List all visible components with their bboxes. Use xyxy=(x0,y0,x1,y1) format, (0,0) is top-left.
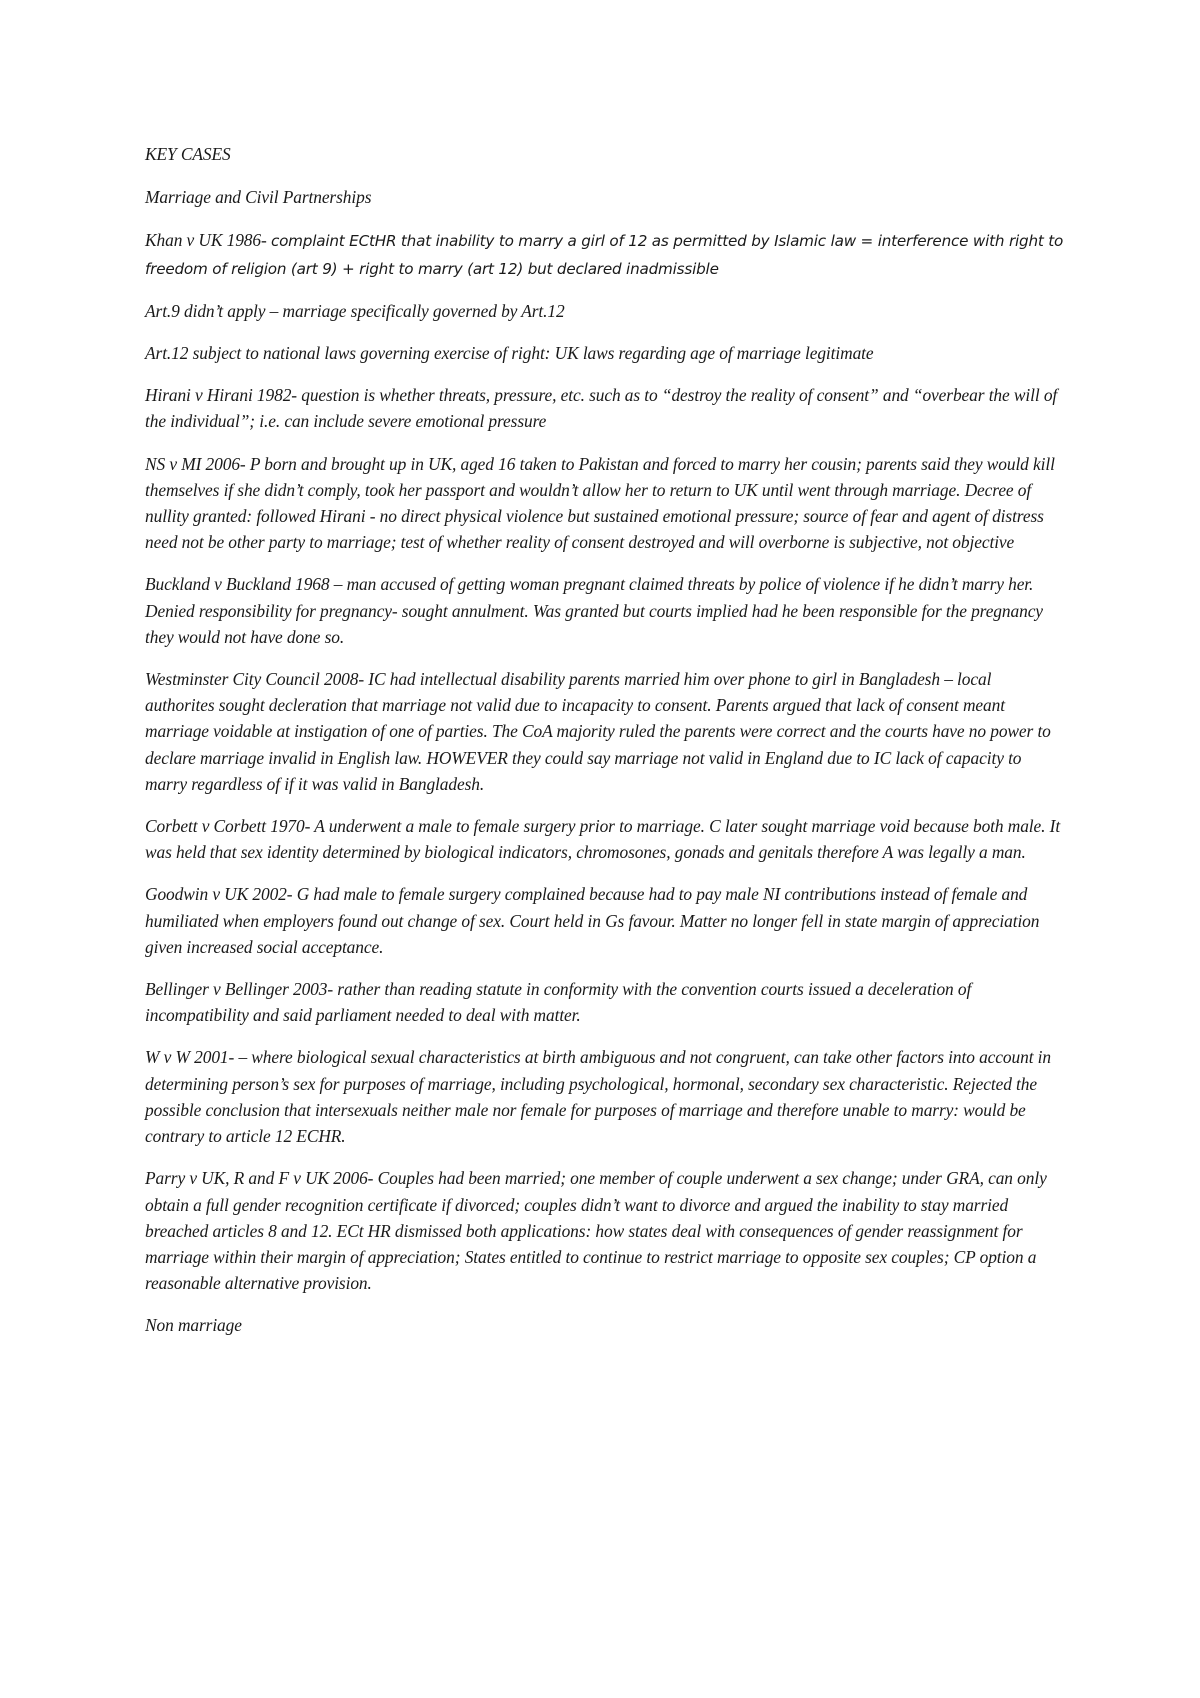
section-heading-non-marriage: Non marriage xyxy=(145,1315,242,1336)
case-paragraph-buckland: Buckland v Buckland 1968 – man accused of getting woman pregnant claimed threats by police of violence if he didn’t marry her. Denied responsibility for pregnancy- sought annulment. Was granted but courts implied had he been responsible for the pregnancy they would not have done so. xyxy=(145,574,1043,647)
case-paragraph-westminster: Westminster City Council 2008- IC had intellectual disability parents married him over phone to girl in Bangladesh – local authorites sought decleration that marriage not valid due to incapacity to consent. Parents argued that lack of consent meant marriage voidable at instigation of one of parties. The CoA majority ruled the parents were correct and the courts have no power to declare marriage invalid in English law. HOWEVER they could say marriage not valid in England due to IC lack of capacity to marry regardless of if it was valid in Bangladesh. xyxy=(145,669,1051,794)
case-paragraph-corbett: Corbett v Corbett 1970- A underwent a male to female surgery prior to marriage. C later sought marriage void because both male. It was held that sex identity determined by biological indicators, chromosones, gonads and genitals therefore A was legally a man. xyxy=(145,816,1061,863)
case-paragraph-ns-v-mi: NS v MI 2006- P born and brought up in UK, aged 16 taken to Pakistan and forced to marry her cousin; parents said they would kill themselves if she didn’t comply, took her passport and wouldn’t allow her to return to UK until went through marriage. Decree of nullity granted: followed Hirani - no direct physical violence but sustained emotional pressure; source of fear and agent of distress need not be other party to marriage; test of whether reality of consent destroyed and will overborne is subjective, not objective xyxy=(145,453,1055,553)
section-heading: Marriage and Civil Partnerships xyxy=(145,187,372,208)
note-paragraph: Art.9 didn’t apply – marriage specifically governed by Art.12 xyxy=(145,300,565,321)
case-paragraph-parry: Parry v UK, R and F v UK 2006- Couples had been married; one member of couple underwent a sex change; under GRA, can only obtain a full gender recognition certificate if divorced; couples didn’t want to divorce and argued the inability to stay married breached articles 8 and 12. ECt HR dismissed both applications: how states deal with consequences of gender reassignment for marriage within their margin of appreciation; States entitled to continue to restrict marriage to opposite sex couples; CP option a reasonable alternative provision. xyxy=(145,1168,1047,1294)
case-name: Khan v UK 1986- xyxy=(145,230,267,251)
document-title: KEY CASES xyxy=(145,144,231,164)
case-paragraph-hirani: Hirani v Hirani 1982- question is whether threats, pressure, etc. such as to “destroy the reality of consent” and “overbear the will of the individual”; i.e. can include severe emotional pressure xyxy=(145,385,1058,432)
note-paragraph: Art.12 subject to national laws governing exercise of right: UK laws regarding age of marriage legitimate xyxy=(145,343,874,364)
document-body xyxy=(145,141,1065,1355)
case-paragraph-khan xyxy=(145,227,1065,281)
case-paragraph-w-v-w: W v W 2001- – where biological sexual characteristics at birth ambiguous and not congruent, can take other factors into account in determining person’s sex for purposes of marriage, including psychological, hormonal, secondary sex characteristic. Rejected the possible conclusion that intersexuals neither male nor female for purposes of marriage and therefore unable to marry: would be contrary to article 12 ECHR. xyxy=(145,1047,1051,1147)
case-summary: complaint ECtHR that inability to marry a girl of 12 as permitted by Islamic law = interference with right to freedom of religion (art 9) + right to marry (art 12) but declared inadmissible xyxy=(145,232,1064,278)
case-paragraph-goodwin: Goodwin v UK 2002- G had male to female surgery complained because had to pay male NI contributions instead of female and humiliated when employers found out change of sex. Court held in Gs favour. Matter no longer fell in state margin of appreciation given increased social acceptance. xyxy=(145,884,1040,957)
case-paragraph-bellinger: Bellinger v Bellinger 2003- rather than reading statute in conformity with the convention courts issued a deceleration of incompatibility and said parliament needed to deal with matter. xyxy=(145,979,972,1026)
